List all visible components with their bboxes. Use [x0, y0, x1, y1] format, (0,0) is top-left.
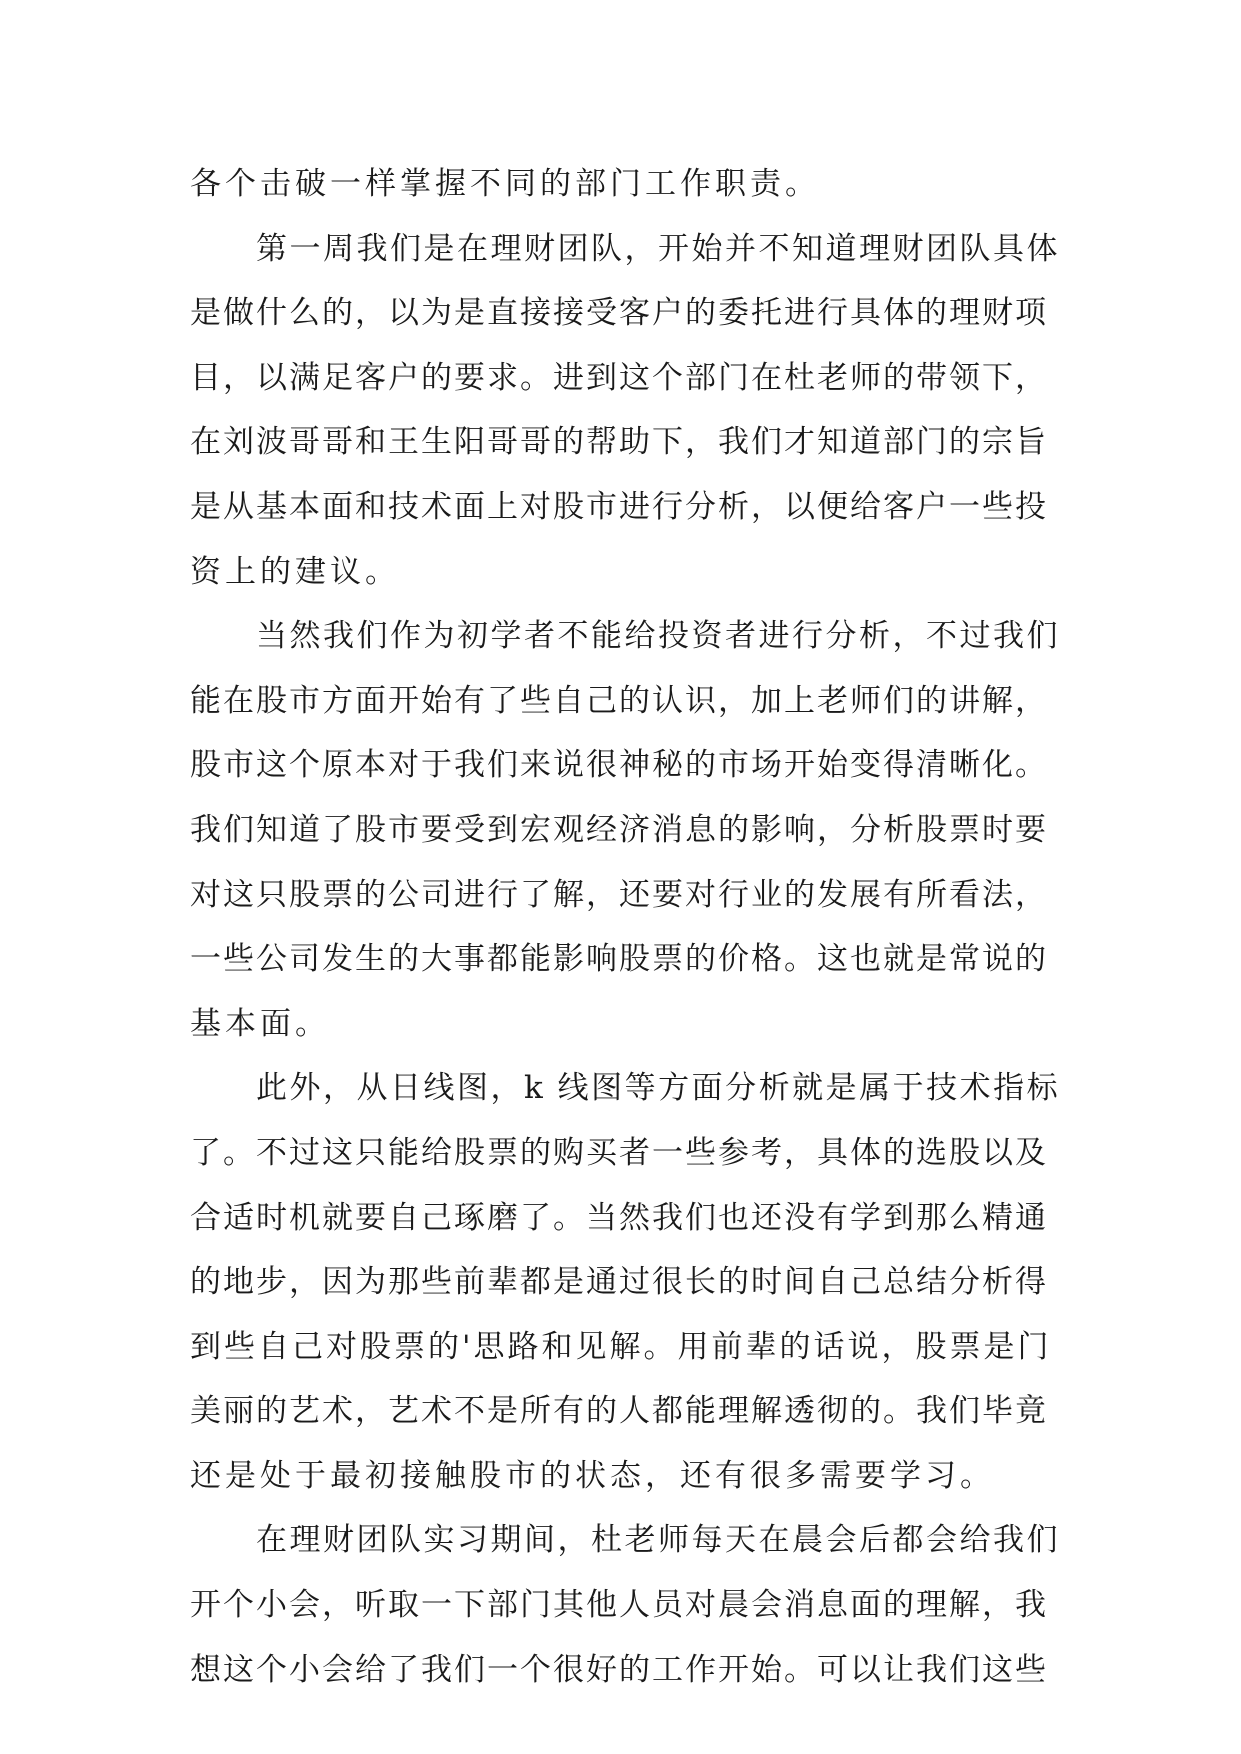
- text-line: 到些自己对股票的'思路和见解。用前辈的话说，股票是门: [190, 1328, 1052, 1365]
- text-line: 合适时机就要自己琢磨了。当然我们也还没有学到那么精通: [190, 1199, 1048, 1236]
- text-line: 想这个小会给了我们一个很好的工作开始。可以让我们这些: [190, 1651, 1048, 1688]
- text-line: 在刘波哥哥和王生阳哥哥的帮助下，我们才知道部门的宗旨: [190, 424, 1048, 461]
- text-line: 了。不过这只能给股票的购买者一些参考，具体的选股以及: [190, 1134, 1048, 1171]
- text-line: 是从基本面和技术面上对股市进行分析，以便给客户一些投: [190, 488, 1048, 525]
- text-line: 开个小会，听取一下部门其他人员对晨会消息面的理解，我: [190, 1587, 1048, 1624]
- text-line: 第一周我们是在理财团队，开始并不知道理财团队具体: [256, 230, 1060, 267]
- text-line: 对这只股票的公司进行了解，还要对行业的发展有所看法，: [190, 876, 1048, 913]
- text-line: 一些公司发生的大事都能影响股票的价格。这也就是常说的: [190, 941, 1048, 978]
- text-line: 在理财团队实习期间，杜老师每天在晨会后都会给我们: [256, 1522, 1060, 1559]
- text-line: 是做什么的，以为是直接接受客户的委托进行具体的理财项: [190, 295, 1048, 332]
- text-line: 基本面。: [190, 1005, 330, 1042]
- document-body: [190, 152, 1060, 1702]
- text-line: 的地步，因为那些前辈都是通过很长的时间自己总结分析得: [190, 1264, 1048, 1301]
- text-line: 我们知道了股市要受到宏观经济消息的影响，分析股票时要: [190, 811, 1048, 848]
- text-line: 还是处于最初接触股市的状态，还有很多需要学习。: [190, 1457, 995, 1494]
- text-line: 美丽的艺术，艺术不是所有的人都能理解透彻的。我们毕竟: [190, 1393, 1048, 1430]
- text-line: 资上的建议。: [190, 553, 400, 590]
- text-line: 此外，从日线图，k 线图等方面分析就是属于技术指标: [256, 1070, 1061, 1107]
- text-line: 股市这个原本对于我们来说很神秘的市场开始变得清晰化。: [190, 747, 1048, 784]
- text-line: 能在股市方面开始有了些自己的认识，加上老师们的讲解，: [190, 682, 1048, 719]
- text-line: 目，以满足客户的要求。进到这个部门在杜老师的带领下，: [190, 359, 1048, 396]
- text-line: 当然我们作为初学者不能给投资者进行分析，不过我们: [256, 618, 1060, 655]
- text-line: 各个击破一样掌握不同的部门工作职责。: [190, 166, 820, 202]
